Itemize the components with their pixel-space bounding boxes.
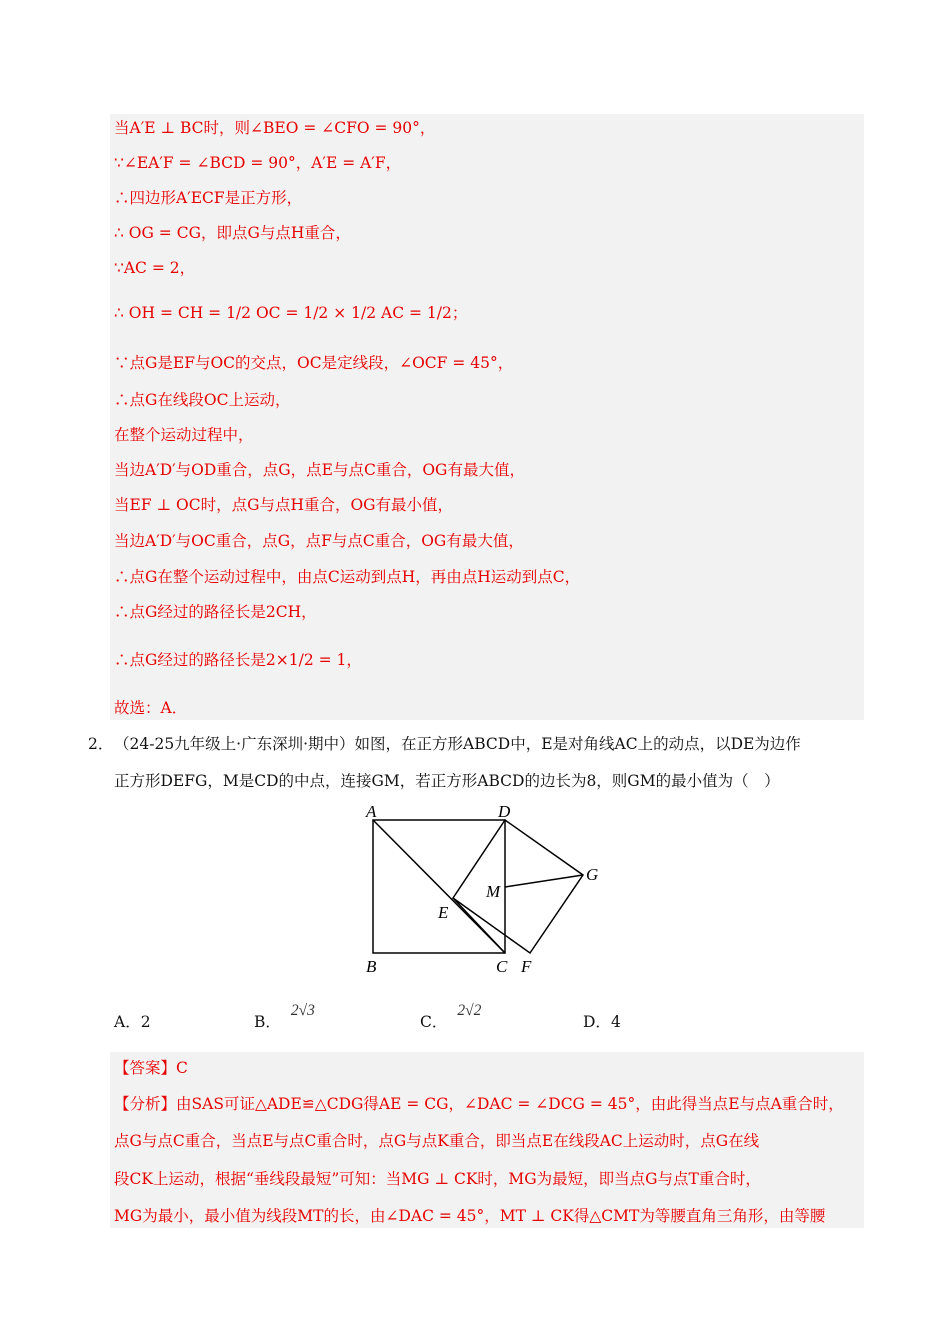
label-e: E	[438, 903, 449, 922]
label-m: M	[486, 882, 501, 901]
option-c: C．2√2	[420, 1002, 482, 1031]
option-d: D．4	[583, 1013, 621, 1031]
solution-line: ∵点G是EF与OC的交点，OC是定线段，∠OCF = 45°，	[114, 354, 514, 372]
solution-line: 当边A′D′与OD重合，点G，点E与点C重合，OG有最大值，	[114, 461, 525, 479]
option-a: A．2	[114, 1013, 151, 1031]
question-text-line2: 正方形DEFG，M是CD的中点，连接GM，若正方形ABCD的边长为8，则GM的最小值为（ ）	[114, 772, 780, 790]
solution-line: ∴ OH = CH = 1/2 OC = 1/2 × 1/2 AC = 1/2；	[114, 304, 468, 322]
answer-value: C	[176, 1059, 188, 1077]
solution-line: ∵∠EA′F = ∠BCD = 90°，A′E = A′F，	[114, 154, 402, 172]
solution-line: ∴点G在线段OC上运动，	[114, 391, 291, 409]
answer-line	[114, 1058, 188, 1078]
analysis-line: MG为最小，最小值为线段MT的长，由∠DAC = 45°，MT ⊥ CK得△CMT为等腰直角三角形，由等腰	[114, 1207, 826, 1225]
solution-line: ∴ OG = CG，即点G与点H重合，	[114, 224, 351, 242]
solution-line: ∵AC = 2，	[114, 259, 196, 277]
solution-line: 当EF ⊥ OC时，点G与点H重合，OG有最小值，	[114, 496, 454, 514]
segment-gm	[505, 875, 583, 887]
square-abcd	[373, 820, 505, 953]
analysis-line: 点G与点C重合，当点E与点C重合时，点G与点K重合，即当点E在线段AC上运动时，点G在线	[114, 1132, 760, 1150]
solution-line: ∴四边形A′ECF是正方形，	[114, 189, 303, 207]
solution-line: ∴点G经过的路径长是2CH，	[114, 603, 317, 621]
analysis-tag: 【分析】	[114, 1095, 177, 1113]
label-a: A	[366, 802, 377, 821]
solution-line: 当边A′D′与OC重合，点G，点F与点C重合，OG有最大值，	[114, 532, 524, 550]
solution-line: 当A′E ⊥ BC时，则∠BEO = ∠CFO = 90°，	[114, 119, 436, 137]
solution-line: 故选：A．	[114, 699, 188, 717]
label-d: D	[498, 802, 511, 821]
label-g: G	[586, 865, 599, 884]
question-text-line1: （24-25九年级上·广东深圳·期中）如图，在正方形ABCD中，E是对角线AC上的动点，以DE为边作	[114, 735, 801, 753]
label-c: C	[496, 957, 508, 976]
square-defg	[453, 820, 583, 953]
solution-line: 在整个运动过程中，	[114, 426, 254, 444]
segment-ec	[453, 898, 505, 953]
label-b: B	[366, 957, 377, 976]
solution-line: ∴点G经过的路径长是2×1/2 = 1，	[114, 651, 362, 669]
analysis-line: 【分析】由SAS可证△ADE≌△CDG得AE = CG，∠DAC = ∠DCG = 45°，由此得当点E与点A重合时，	[114, 1095, 844, 1113]
solution-line: ∴点G在整个运动过程中，由点C运动到点H，再由点H运动到点C，	[114, 568, 581, 586]
option-b: B．2√3	[254, 1002, 315, 1031]
diagonal-ac	[373, 820, 505, 953]
question-number: 2．	[88, 735, 114, 753]
answer-tag: 【答案】	[114, 1059, 177, 1077]
analysis-line: 段CK上运动，根据“垂线段最短”可知：当MG ⊥ CK时，MG为最短，即当点G与点T重合时，	[114, 1170, 761, 1188]
label-f: F	[521, 957, 532, 976]
